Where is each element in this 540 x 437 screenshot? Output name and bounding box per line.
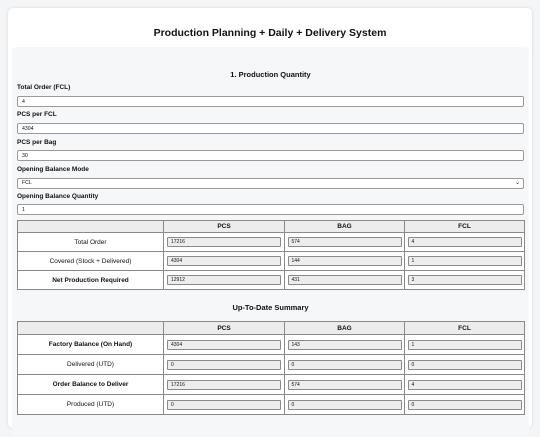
bag-value: 431 (288, 275, 402, 285)
opening-mode-value: FCL (22, 180, 32, 186)
row-label: Delivered (UTD) (18, 355, 164, 375)
pcs-value: 0 (167, 360, 281, 370)
production-table-header (18, 221, 525, 233)
pcs-per-fcl-input[interactable] (17, 123, 524, 134)
production-section-title: 1. Production Quantity (230, 70, 311, 79)
opening-mode-select[interactable] (17, 178, 524, 189)
column-header: PCS (164, 221, 285, 233)
opening-qty-label: Opening Balance Quantity (17, 193, 99, 200)
production-panel (12, 47, 529, 437)
bag-value: 0 (288, 360, 402, 370)
row-label: Factory Balance (On Hand) (18, 335, 164, 355)
fcl-value: 3 (408, 275, 522, 285)
pcs-value: 4304 (167, 256, 281, 266)
column-header: BAG (285, 221, 405, 233)
column-header: PCS (164, 322, 285, 335)
summary-table-header (18, 322, 525, 335)
table-row (18, 355, 525, 375)
summary-section-title: Up-To-Date Summary (232, 303, 309, 312)
column-header: FCL (405, 221, 525, 233)
row-label: Order Balance to Deliver (18, 375, 164, 395)
pcs-value: 17216 (167, 380, 281, 390)
opening-qty-input[interactable] (17, 204, 524, 215)
fcl-value: 1 (408, 340, 522, 350)
bag-value: 574 (288, 380, 402, 390)
column-header: BAG (285, 322, 405, 335)
bag-value: 574 (288, 237, 402, 247)
opening-mode-label: Opening Balance Mode (17, 166, 89, 173)
row-label: Total Order (18, 233, 164, 252)
table-row (18, 335, 525, 355)
pcs-value: 0 (167, 400, 281, 410)
bag-value: 0 (288, 400, 402, 410)
column-header (18, 221, 164, 233)
app-card (8, 8, 532, 428)
pcs-value: 12912 (167, 275, 281, 285)
row-label: Net Production Required (18, 271, 164, 290)
column-header (18, 322, 164, 335)
total-order-input[interactable] (17, 96, 524, 107)
summary-table (17, 321, 525, 415)
row-label: Produced (UTD) (18, 395, 164, 415)
fcl-value: 4 (408, 380, 522, 390)
chevron-down-icon: ⌄ (514, 180, 520, 186)
bag-value: 143 (288, 340, 402, 350)
fcl-value: 0 (408, 400, 522, 410)
pcs-per-bag-input[interactable] (17, 150, 524, 161)
bag-value: 144 (288, 256, 402, 266)
pcs-value: 4304 (167, 340, 281, 350)
page-title: Production Planning + Daily + Delivery System (153, 27, 387, 39)
fcl-value: 4 (408, 237, 522, 247)
total-order-label: Total Order (FCL) (17, 84, 71, 91)
pcs-value: 17216 (167, 237, 281, 247)
table-row (18, 271, 525, 290)
table-row (18, 252, 525, 271)
pcs-per-bag-label: PCS per Bag (17, 139, 57, 146)
column-header: FCL (405, 322, 525, 335)
row-label: Covered (Stock + Delivered) (18, 252, 164, 271)
table-row (18, 233, 525, 252)
table-row (18, 375, 525, 395)
fcl-value: 1 (408, 256, 522, 266)
production-table (17, 220, 525, 290)
fcl-value: 0 (408, 360, 522, 370)
pcs-per-fcl-label: PCS per FCL (17, 111, 57, 118)
